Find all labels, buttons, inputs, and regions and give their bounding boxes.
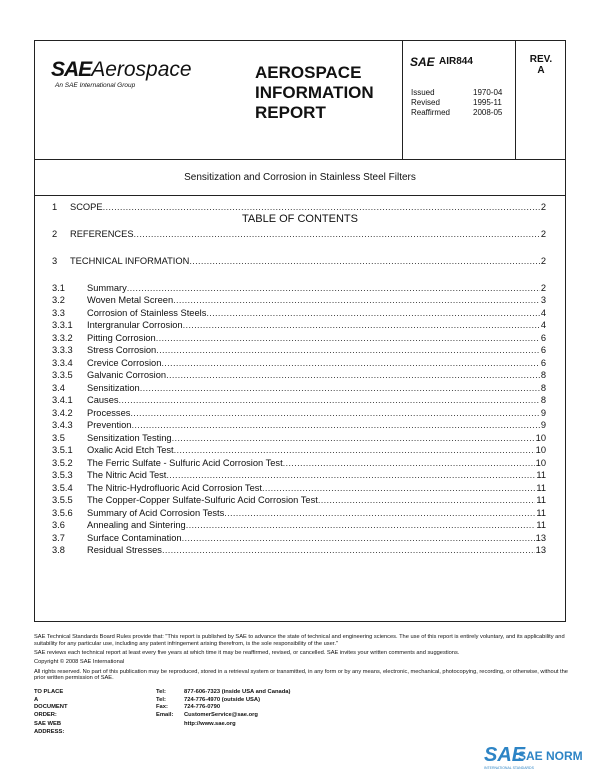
doc-type-line: INFORMATION: [255, 83, 374, 102]
toc-leader: [182, 533, 535, 544]
toc-label: Sensitization: [87, 383, 140, 393]
watermark-small: INTERNATIONAL STANDARDS: [484, 766, 534, 770]
watermark-mark: SAE: [484, 744, 526, 766]
toc-label: Oxalic Acid Etch Test: [87, 445, 174, 455]
date-row: Issued 1970-04: [411, 88, 503, 97]
toc-leader: [318, 495, 536, 506]
toc-entry[interactable]: [52, 229, 546, 240]
document-dates: [411, 88, 502, 118]
toc-entry[interactable]: [52, 308, 546, 319]
contact-value: 724-776-0790: [184, 704, 221, 710]
notice-paragraph: SAE reviews each technical report at least every five years at which time it may be reaffirmed, revised, or cancelled. SAE invites your written comments and suggestions.: [34, 650, 460, 657]
toc-label: Causes: [87, 395, 119, 405]
toc-leader: [189, 256, 540, 267]
toc-label: Corrosion of Stainless Steels: [87, 308, 207, 318]
toc-label: The Ferric Sulfate - Sulfuric Acid Corrosion Test: [87, 458, 283, 468]
toc-leader: [130, 408, 539, 419]
toc-entry[interactable]: [52, 495, 546, 506]
toc-entry[interactable]: [52, 458, 546, 469]
toc-label: Intergranular Corrosion: [87, 320, 183, 330]
toc-number: 3.5: [52, 433, 65, 443]
toc-leader: [119, 395, 540, 406]
toc-leader: [186, 520, 536, 531]
toc-leader: [156, 345, 540, 356]
toc-number: 3: [52, 256, 58, 266]
toc-entry[interactable]: [52, 508, 546, 519]
toc-number: 3.4.1: [52, 395, 73, 405]
toc-number: 3.4.3: [52, 420, 73, 430]
toc-label: The Nitric-Hydrofluoric Acid Corrosion Test: [87, 483, 262, 493]
toc-entry[interactable]: [52, 420, 546, 431]
toc-leader: [131, 420, 539, 431]
toc-label: Surface Contamination: [87, 533, 182, 543]
toc-page: 3: [540, 295, 546, 305]
toc-label: SCOPE: [70, 202, 103, 212]
toc-number: 3.7: [52, 533, 65, 543]
toc-entry[interactable]: [52, 483, 546, 494]
toc-page: 9: [540, 420, 546, 430]
toc-leader: [134, 229, 540, 240]
toc-leader: [156, 333, 540, 344]
toc-leader: [206, 308, 539, 319]
toc-number: 3.5.6: [52, 508, 73, 518]
toc-page: 13: [535, 545, 546, 555]
toc-page: 10: [535, 445, 546, 455]
toc-entry[interactable]: [52, 358, 546, 369]
toc-leader: [103, 202, 540, 213]
toc-number: 3.3.1: [52, 320, 73, 330]
document-number: AIR844: [439, 56, 473, 67]
notice-paragraph: All rights reserved. No part of this publication may be reproduced, stored in a retrieval system or transmitted, in any form or by any means, electronic, mechanical, photocopying, recording, or otherwise, without the prior written permission of SAE.: [34, 668, 568, 682]
toc-number: 3.3.2: [52, 333, 73, 343]
toc-label: Residual Stresses: [87, 545, 162, 555]
toc-entry[interactable]: [52, 395, 546, 406]
toc-leader: [166, 470, 535, 481]
toc-number: 3.3.4: [52, 358, 73, 368]
contact-label: Tel:: [156, 689, 166, 695]
toc-leader: [173, 295, 540, 306]
toc-leader: [174, 445, 535, 456]
toc-heading: TABLE OF CONTENTS: [242, 213, 358, 225]
toc-entry[interactable]: [52, 408, 546, 419]
toc-label: Galvanic Corrosion: [87, 370, 167, 380]
toc-label: Summary: [87, 283, 127, 293]
date-row: Revised 1995-11: [411, 98, 502, 107]
toc-label: Sensitization Testing: [87, 433, 172, 443]
document-type: [255, 63, 374, 123]
toc-leader: [224, 508, 535, 519]
toc-number: 3.3: [52, 308, 65, 318]
toc-leader: [162, 545, 535, 556]
doc-type-line: REPORT: [255, 103, 326, 122]
toc-page: 2: [540, 256, 546, 266]
toc-label: Pitting Corrosion: [87, 333, 156, 343]
toc-page: 2: [540, 229, 546, 239]
toc-number: 3.6: [52, 520, 65, 530]
toc-page: 8: [540, 370, 546, 380]
toc-page: 2: [540, 283, 546, 293]
toc-label: Annealing and Sintering: [87, 520, 186, 530]
toc-label: The Nitric Acid Test: [87, 470, 167, 480]
watermark-text: SAE NORM: [518, 749, 583, 763]
toc-number: 3.4.2: [52, 408, 73, 418]
toc-label: Processes: [87, 408, 131, 418]
toc-label: Woven Metal Screen: [87, 295, 174, 305]
toc-page: 10: [535, 458, 546, 468]
doc-type-line: AEROSPACE: [255, 63, 362, 82]
toc-number: 3.3.3: [52, 345, 73, 355]
toc-label: Crevice Corrosion: [87, 358, 162, 368]
toc-entry[interactable]: [52, 470, 546, 481]
toc-leader: [172, 433, 535, 444]
toc-page: 11: [536, 483, 546, 493]
toc-entry[interactable]: [52, 345, 546, 356]
toc-leader: [283, 458, 535, 469]
toc-entry[interactable]: [52, 445, 546, 456]
toc-page: 2: [540, 202, 546, 212]
document-title: Sensitization and Corrosion in Stainless Steel Filters: [184, 172, 416, 183]
toc-entry[interactable]: [52, 295, 546, 306]
toc-number: 3.5.1: [52, 445, 73, 455]
toc-page: 13: [535, 533, 546, 543]
logo-subtitle: An SAE International Group: [55, 82, 136, 89]
toc-page: 11: [536, 520, 546, 530]
toc-number: 3.3.5: [52, 370, 73, 380]
toc-label: The Copper-Copper Sulfate-Sulfuric Acid Corrosion Test: [87, 495, 318, 505]
toc-number: 3.5.4: [52, 483, 73, 493]
toc-leader: [262, 483, 535, 494]
toc-entry[interactable]: [52, 520, 546, 531]
date-row: Reaffirmed 2008-05: [411, 108, 503, 117]
toc-leader: [183, 320, 540, 331]
toc-number: 3.2: [52, 295, 65, 305]
contact-value: 877-606-7323 (inside USA and Canada): [184, 689, 291, 695]
toc-leader: [127, 283, 540, 294]
toc-number: 3.4: [52, 383, 65, 393]
toc-page: 9: [540, 408, 546, 418]
document-header: [35, 41, 565, 160]
toc-entry[interactable]: [52, 283, 546, 294]
logo-aerospace: Aerospace: [91, 58, 192, 81]
toc-entry[interactable]: [52, 333, 546, 344]
toc-entry[interactable]: [52, 383, 546, 394]
toc-number: 1: [52, 202, 58, 212]
toc-number: 2: [52, 229, 58, 239]
document-frame: [34, 40, 566, 622]
copyright: Copyright © 2008 SAE International: [34, 659, 125, 666]
toc-page: 6: [540, 345, 546, 355]
logo-sae: SAE: [51, 58, 92, 81]
toc-label: Summary of Acid Corrosion Tests: [87, 508, 225, 518]
web-address-link[interactable]: http://www.sae.org: [184, 721, 236, 727]
contact-label: Fax:: [156, 704, 168, 710]
contact-email[interactable]: CustomerService@sae.org: [184, 711, 258, 718]
legal-notice: [34, 634, 570, 685]
sae-aerospace-logo: [51, 59, 192, 89]
toc-number: 3.8: [52, 545, 65, 555]
toc-entry[interactable]: [52, 545, 546, 556]
toc-page: 6: [540, 333, 546, 343]
toc-leader: [161, 358, 539, 369]
toc-entry[interactable]: [52, 533, 546, 544]
web-label: SAE WEB ADDRESS:: [34, 721, 65, 735]
document-title-box: [35, 159, 565, 196]
toc-page: 8: [540, 383, 546, 393]
toc-page: 4: [540, 308, 546, 318]
toc-page: 10: [535, 433, 546, 443]
header-divider: [515, 41, 516, 159]
revision-value: A: [537, 65, 545, 76]
revision-box: [517, 54, 565, 76]
toc-leader: [166, 370, 540, 381]
toc-number: 3.5.2: [52, 458, 73, 468]
toc-entry[interactable]: [52, 320, 546, 331]
toc-entry[interactable]: [52, 202, 546, 213]
toc-label: Stress Corrosion: [87, 345, 157, 355]
contact-label: Email:: [156, 711, 174, 718]
toc-number: 3.5.3: [52, 470, 73, 480]
toc-number: 3.5.5: [52, 495, 73, 505]
revision-label: REV.: [529, 54, 553, 65]
toc-entry[interactable]: [52, 433, 546, 444]
toc-label: REFERENCES: [70, 229, 134, 239]
toc-page: 8: [540, 395, 546, 405]
toc-leader: [140, 383, 540, 394]
order-label: TO PLACE A DOCUMENT ORDER:: [34, 689, 68, 718]
toc-page: 11: [536, 495, 546, 505]
toc-page: 11: [536, 508, 546, 518]
header-divider: [402, 41, 403, 159]
toc-number: 3.1: [52, 283, 65, 293]
sae-norm-watermark: [484, 744, 583, 770]
toc-entry[interactable]: [52, 256, 546, 267]
toc-label: Prevention: [87, 420, 132, 430]
toc-page: 11: [536, 470, 546, 480]
toc-page: 4: [540, 320, 546, 330]
contact-value: 724-776-4970 (outside USA): [184, 696, 261, 703]
toc-page: 6: [540, 358, 546, 368]
toc-entry[interactable]: [52, 370, 546, 381]
contact-label: Tel:: [156, 696, 166, 703]
notice-paragraph: SAE Technical Standards Board Rules provide that: "This report is published by SAE to advance the state of technical and engineering sciences. The use of this report is entirely voluntary, and its applicability and suitability for any particular use, including any patent infringement arising therefrom, is the sole responsibility of the user.": [34, 634, 565, 647]
toc-label: TECHNICAL INFORMATION: [70, 256, 190, 266]
sae-mark: SAE: [410, 55, 435, 69]
